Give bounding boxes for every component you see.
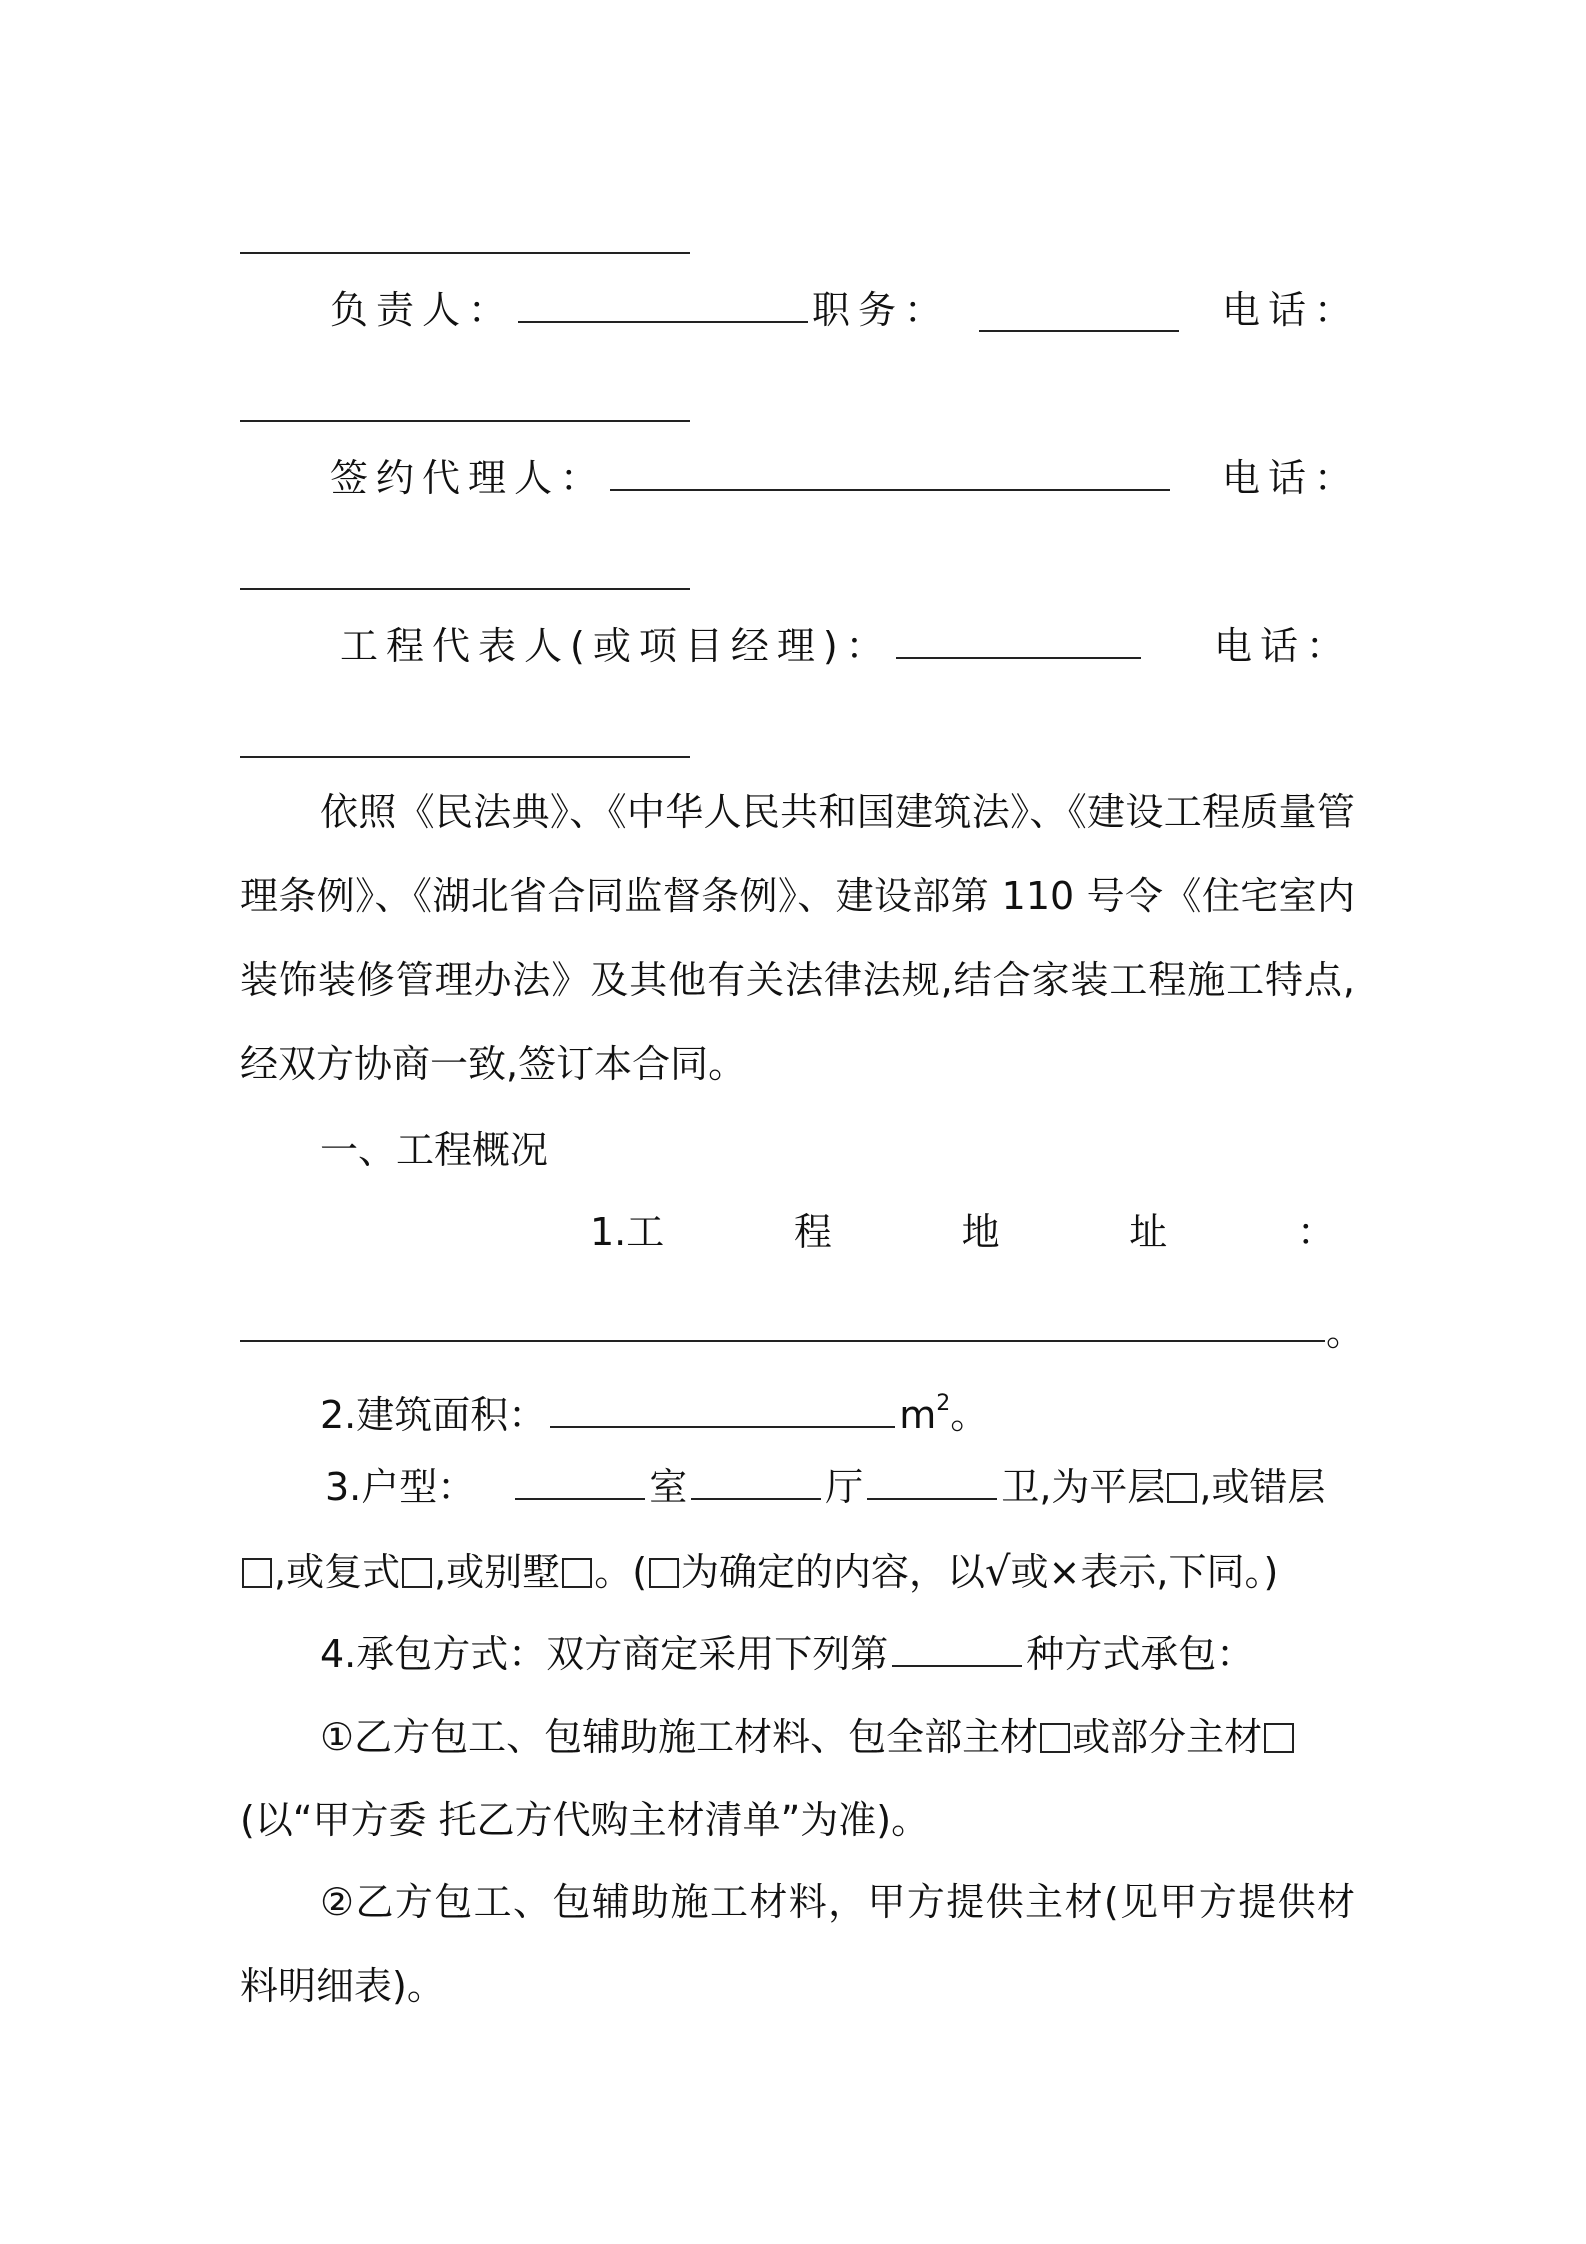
partial-materials-checkbox[interactable] (1264, 1723, 1294, 1753)
flat-label: ,为平层 (1039, 1465, 1166, 1509)
legend-checkbox (649, 1558, 679, 1588)
note-text: 为确定的内容，以 (681, 1550, 986, 1594)
principal-field[interactable] (518, 287, 808, 323)
position-field[interactable] (979, 296, 1179, 332)
address-char-4: 址 (1129, 1210, 1168, 1254)
agent-phone-label: 电话： (1222, 456, 1361, 500)
villa-checkbox[interactable] (562, 1558, 592, 1588)
agent-label: 签约代理人： (330, 456, 607, 500)
principal-phone-label: 电话： (1222, 288, 1361, 332)
room-label: 室 (649, 1465, 688, 1509)
all-materials-checkbox[interactable] (1040, 1723, 1070, 1753)
principal-label: 负责人： (330, 288, 515, 332)
agent-field[interactable] (610, 455, 1170, 491)
address-char-5: ： (1296, 1210, 1335, 1254)
rep-phone-label: 电话： (1214, 624, 1353, 668)
agent-row (330, 450, 1174, 506)
option-1-row (320, 1705, 1296, 1769)
area-end: 。 (950, 1393, 989, 1437)
layout-row-2 (240, 1540, 1278, 1604)
split-label: ,或错层 (1199, 1465, 1326, 1509)
position-label: 职务： (812, 288, 951, 332)
address-field[interactable] (240, 1340, 1325, 1342)
area-unit: m (899, 1393, 937, 1437)
bath-field[interactable] (867, 1464, 997, 1500)
flat-checkbox[interactable] (1167, 1473, 1197, 1503)
split-checkbox[interactable] (242, 1558, 272, 1588)
check-mark-icon: √ (985, 1549, 1011, 1595)
address-char-3: 地 (961, 1210, 1000, 1254)
option-1-note: (以“甲方委 托乙方代购主材清单”为准)。 (240, 1798, 930, 1842)
section-heading: 一、工程概况 (320, 1128, 549, 1172)
area-field[interactable] (550, 1392, 895, 1428)
signature-blank (240, 252, 690, 254)
option-1-partial: 或部分主材 (1072, 1715, 1263, 1759)
villa-label: ,或别墅 (434, 1550, 561, 1594)
option-2-paragraph (240, 1860, 1355, 2028)
rep-row (340, 618, 1145, 674)
address-char-1: 1.工 (590, 1210, 665, 1254)
duplex-label: ,或复式 (274, 1550, 401, 1594)
rep-field[interactable] (896, 623, 1141, 659)
area-label: 2.建筑面积： (320, 1393, 547, 1437)
method-label: 4.承包方式：双方商定采用下列第 (320, 1632, 889, 1676)
rep-phone-field[interactable] (240, 756, 690, 758)
address-row (590, 1200, 1335, 1264)
option-1-text: ①乙方包工、包辅助施工材料、包全部主材 (320, 1715, 1039, 1759)
note-close: 或×表示,下同。) (1010, 1550, 1279, 1594)
agent-phone-field[interactable] (240, 588, 690, 590)
hall-label: 厅 (825, 1465, 864, 1509)
bath-label: 卫 (1001, 1465, 1040, 1509)
method-row (320, 1622, 1254, 1686)
intro-paragraph (240, 770, 1355, 1106)
area-row (320, 1372, 988, 1447)
principal-phone-field[interactable] (240, 420, 690, 422)
hall-field[interactable] (691, 1464, 821, 1500)
rep-label: 工程代表人(或项目经理)： (340, 624, 892, 668)
principal-row (330, 282, 950, 338)
address-char-2: 程 (793, 1210, 832, 1254)
method-tail: 种方式承包： (1026, 1632, 1255, 1676)
layout-label: 3.户型： (325, 1465, 476, 1509)
area-unit-sup: 2 (936, 1391, 951, 1416)
address-end: 。 (1326, 1310, 1365, 1354)
layout-row (325, 1455, 1326, 1519)
option-2-text: ②乙方包工、包辅助施工材料，甲方提供主材(见甲方提供材料明细表)。 (240, 1880, 1355, 2008)
method-field[interactable] (892, 1631, 1022, 1667)
note-open: 。( (594, 1550, 648, 1594)
room-field[interactable] (515, 1464, 645, 1500)
intro-text: 依照《民法典》、《中华人民共和国建筑法》、《建设工程质量管理条例》、《湖北省合同监督条例》、建设部第 110 号令《住宅室内装饰装修管理办法》及其他有关法律法规,结合家装工程施工特点,经双方协商一致,签订本合同。 (240, 790, 1355, 1086)
duplex-checkbox[interactable] (402, 1558, 432, 1588)
